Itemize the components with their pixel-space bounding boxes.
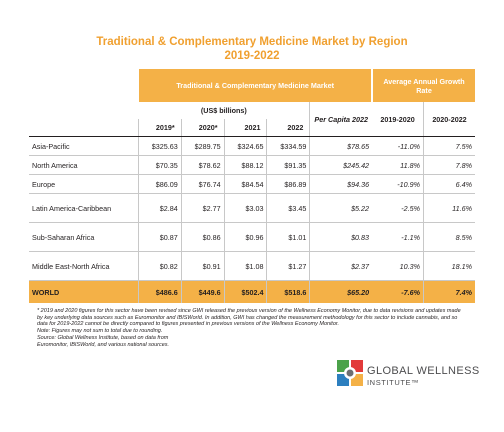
per-capita-cell: $65.20 <box>310 281 372 304</box>
footnote-rounding: Note: Figures may not sum to total due to rounding. <box>37 328 163 335</box>
table-header-band <box>29 69 475 102</box>
value-cell: $84.54 <box>224 175 267 194</box>
logo-text-line-1: GLOBAL WELLNESS <box>367 365 480 377</box>
growth-cell: -10.9% <box>372 175 423 194</box>
year-col-header: 2022 <box>267 119 310 137</box>
value-cell: $449.6 <box>181 281 224 304</box>
value-cell: $289.75 <box>181 137 224 156</box>
growth-cell: 7.8% <box>424 156 476 175</box>
per-capita-header: Per Capita 2022 <box>310 102 372 137</box>
per-capita-cell: $2.37 <box>310 252 372 281</box>
value-cell: $1.27 <box>267 252 310 281</box>
gwi-logo-mark-icon <box>337 360 363 386</box>
gwi-logo <box>337 360 487 400</box>
value-cell: $88.12 <box>224 156 267 175</box>
year-col-header: 2020* <box>181 119 224 137</box>
growth-cell: 11.8% <box>372 156 423 175</box>
footnote-source: Source: Global Wellness Institute, based on data from <box>37 334 169 341</box>
footnotes <box>37 308 467 348</box>
region-cell: Europe <box>29 175 138 194</box>
year-col-header: 2019* <box>138 119 181 137</box>
value-cell: $70.35 <box>138 156 181 175</box>
value-cell: $2.84 <box>138 194 181 223</box>
value-cell: $334.59 <box>267 137 310 156</box>
unit-label: (US$ billions) <box>200 106 247 115</box>
value-cell: $0.82 <box>138 252 181 281</box>
growth-cell: -11.0% <box>372 137 423 156</box>
group-header: Traditional & Complementary Medicine Market <box>138 69 372 102</box>
table-row <box>29 252 475 281</box>
growth-cell: -7.6% <box>372 281 423 304</box>
value-cell: $325.63 <box>138 137 181 156</box>
page-title <box>0 35 504 63</box>
value-cell: $0.87 <box>138 223 181 252</box>
region-cell: North America <box>29 156 138 175</box>
table-row <box>29 137 475 156</box>
title-line-1: Traditional & Complementary Medicine Market by Region <box>96 36 408 48</box>
growth-cell: 11.6% <box>424 194 476 223</box>
region-cell: Middle East-North Africa <box>29 252 138 281</box>
value-cell: $518.6 <box>267 281 310 304</box>
market-table <box>29 69 475 303</box>
value-cell: $91.35 <box>267 156 310 175</box>
value-cell: $502.4 <box>224 281 267 304</box>
value-cell: $324.65 <box>224 137 267 156</box>
footnote-revision: * 2019 and 2020 figures for this sector have been revised since GWI released the previous version of the Wellness Economy Monitor, due to data revisions and updates made by key underlying data sources such as Euromonitor and IBISWorld. In addition, GWI has changed the measurement methodology for this sector to include cannabis, and so data for 2019-2022 cannot be directly compared to figures presented in previous versions of the Wellness Economy Monitor. <box>37 308 461 328</box>
value-cell: $0.86 <box>181 223 224 252</box>
table-row <box>29 175 475 194</box>
growth-cell: 6.4% <box>424 175 476 194</box>
value-cell: $86.09 <box>138 175 181 194</box>
region-cell: Latin America-Caribbean <box>29 194 138 223</box>
table-row <box>29 156 475 175</box>
per-capita-cell: $0.83 <box>310 223 372 252</box>
value-cell: $86.89 <box>267 175 310 194</box>
table-row <box>29 223 475 252</box>
year-col-header: 2021 <box>224 119 267 137</box>
growth-col-header: 2019-2020 <box>372 102 423 137</box>
world-total-row <box>29 281 475 304</box>
per-capita-cell: $245.42 <box>310 156 372 175</box>
region-cell: WORLD <box>29 281 138 304</box>
value-cell: $0.91 <box>181 252 224 281</box>
title-line-2: 2019-2022 <box>224 50 280 62</box>
per-capita-cell: $5.22 <box>310 194 372 223</box>
region-cell: Sub-Saharan Africa <box>29 223 138 252</box>
logo-text-line-2: INSTITUTE™ <box>367 378 420 387</box>
value-cell: $1.01 <box>267 223 310 252</box>
per-capita-cell: $94.36 <box>310 175 372 194</box>
value-cell: $2.77 <box>181 194 224 223</box>
per-capita-cell: $78.65 <box>310 137 372 156</box>
value-cell: $486.6 <box>138 281 181 304</box>
growth-cell: -2.5% <box>372 194 423 223</box>
table-row <box>29 194 475 223</box>
growth-cell: 18.1% <box>424 252 476 281</box>
region-cell: Asia-Pacific <box>29 137 138 156</box>
growth-cell: 8.5% <box>424 223 476 252</box>
growth-header: Average Annual Growth Rate <box>372 69 475 102</box>
growth-cell: 7.5% <box>424 137 476 156</box>
value-cell: $76.74 <box>181 175 224 194</box>
value-cell: $0.96 <box>224 223 267 252</box>
value-cell: $1.08 <box>224 252 267 281</box>
value-cell: $78.62 <box>181 156 224 175</box>
value-cell: $3.45 <box>267 194 310 223</box>
footnote-source-cont: Euromonitor, IBISWorld, and various national sources. <box>37 341 170 348</box>
growth-col-header: 2020-2022 <box>424 102 476 137</box>
value-cell: $3.03 <box>224 194 267 223</box>
growth-cell: -1.1% <box>372 223 423 252</box>
growth-cell: 7.4% <box>424 281 476 304</box>
growth-cell: 10.3% <box>372 252 423 281</box>
